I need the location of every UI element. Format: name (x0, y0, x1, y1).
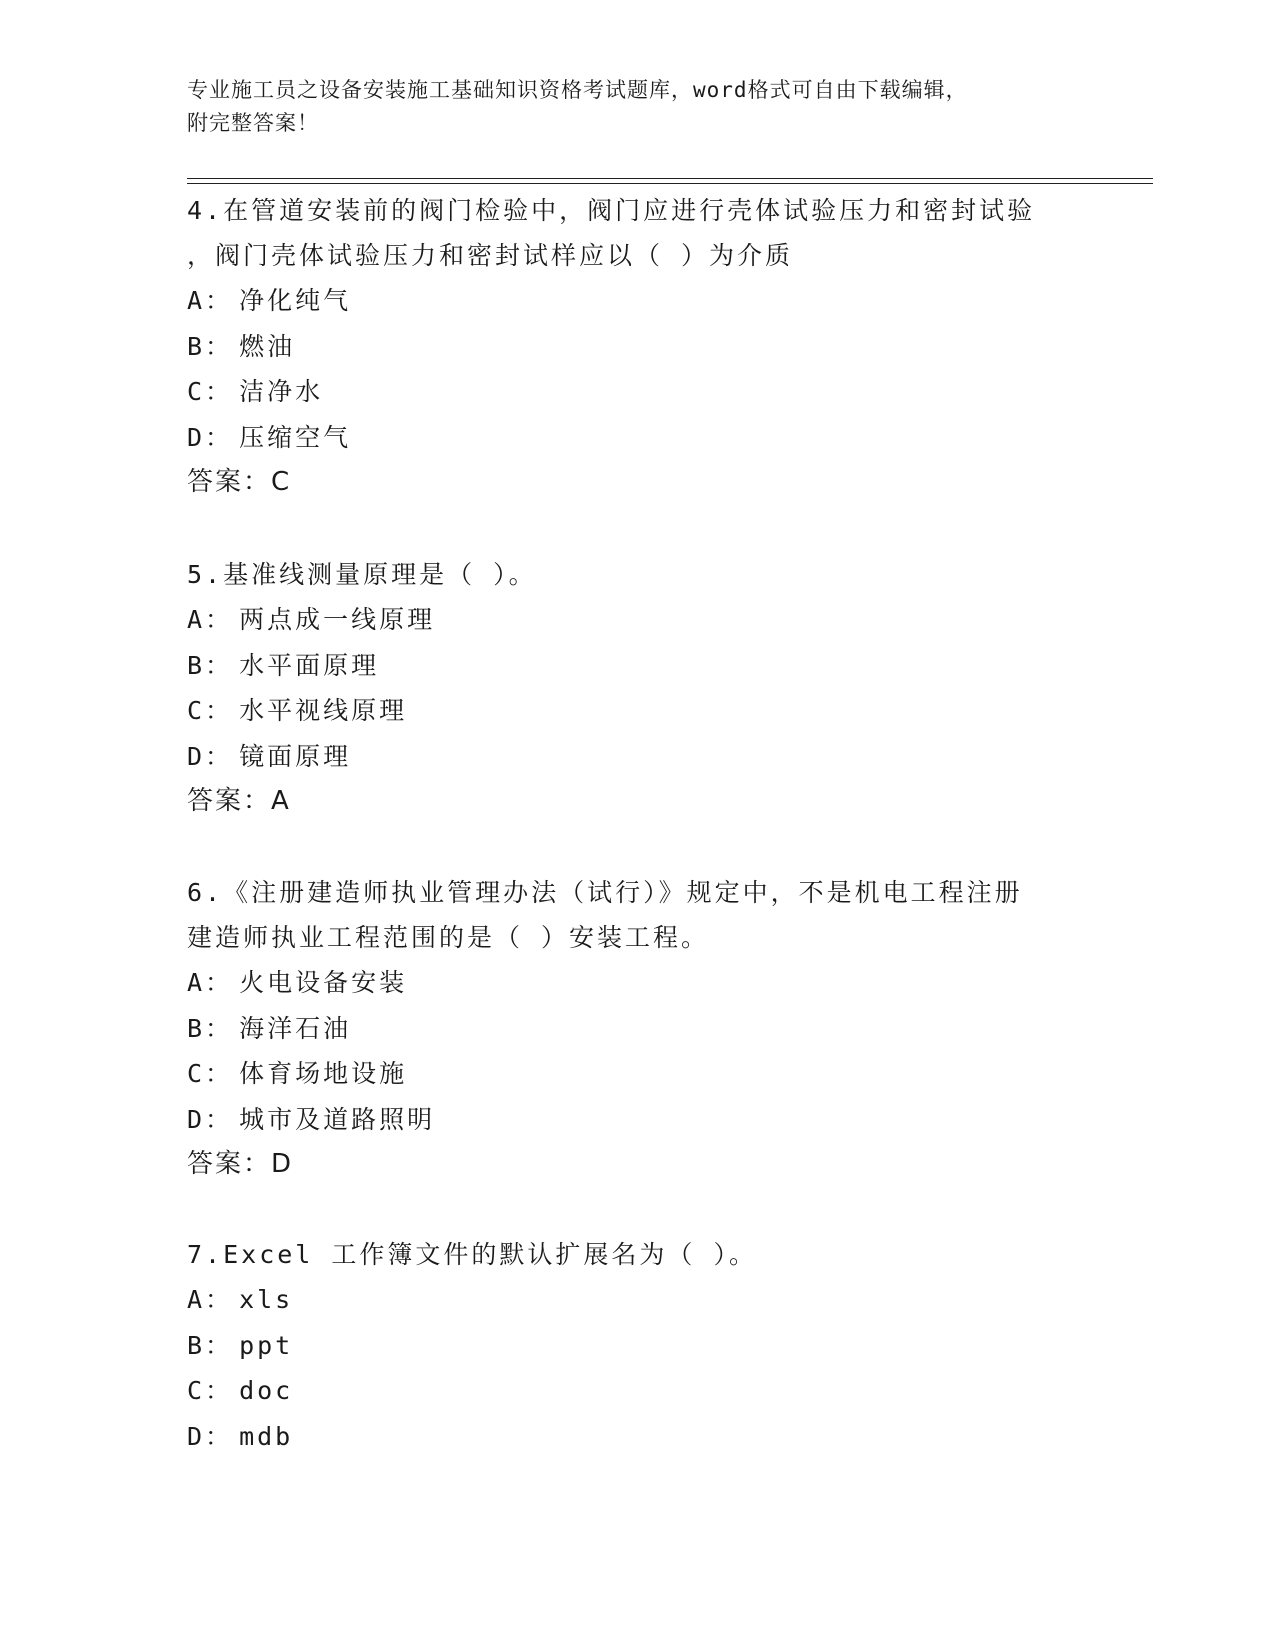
question-5 (187, 552, 1087, 824)
option-letter: D： (187, 1104, 234, 1134)
option-c (187, 1051, 1087, 1097)
option-c (187, 1368, 1087, 1414)
option-text: 体育场地设施 (239, 1059, 408, 1088)
option-list (187, 960, 1087, 1142)
option-b (187, 643, 1087, 689)
option-text: mdb (239, 1421, 294, 1451)
option-d (187, 1097, 1087, 1143)
document-header (187, 74, 1087, 140)
option-letter: B： (187, 1330, 234, 1360)
answer-key: 答案：A (187, 786, 291, 816)
option-c (187, 369, 1087, 415)
header-divider-bottom (187, 183, 1153, 184)
option-c (187, 688, 1087, 734)
question-stem-line-2: ，阀门壳体试验压力和密封试样应以（ ）为介质 (187, 241, 794, 270)
option-letter: A： (187, 968, 234, 997)
option-letter: B： (187, 650, 234, 680)
option-letter: A： (187, 286, 234, 315)
option-text: 镜面原理 (239, 741, 352, 771)
question-4 (187, 188, 1087, 505)
question-stem-line-1: 7.Excel 工作簿文件的默认扩展名为（ ）。 (187, 1240, 757, 1269)
option-a (187, 960, 1087, 1006)
option-letter: A： (187, 605, 234, 634)
option-letter: C： (187, 696, 234, 725)
answer-key: 答案：D (187, 1149, 294, 1179)
question-7 (187, 1232, 1087, 1459)
option-text: 压缩空气 (239, 422, 352, 452)
option-d (187, 415, 1087, 461)
option-list (187, 597, 1087, 779)
question-stem-line-1: 5.基准线测量原理是（ ）。 (187, 560, 537, 589)
header-line-2: 附完整答案！ (187, 111, 319, 135)
option-letter: D： (187, 1421, 234, 1451)
option-a (187, 1277, 1087, 1323)
option-text: doc (239, 1376, 294, 1405)
question-stem-line-1: 6.《注册建造师执业管理办法（试行）》规定中，不是机电工程注册 (187, 878, 1023, 907)
option-text: 燃油 (239, 331, 296, 361)
option-a (187, 278, 1087, 324)
option-text: 城市及道路照明 (239, 1104, 436, 1134)
option-letter: A： (187, 1285, 234, 1314)
question-stem (187, 188, 1087, 278)
header-divider-top (187, 178, 1153, 179)
option-text: ppt (239, 1330, 294, 1360)
option-text: xls (239, 1285, 294, 1314)
question-stem-line-2: 建造师执业工程范围的是（ ）安装工程。 (187, 923, 710, 952)
option-text: 水平视线原理 (239, 696, 408, 725)
option-letter: D： (187, 741, 234, 771)
option-letter: C： (187, 1059, 234, 1088)
option-a (187, 597, 1087, 643)
option-text: 水平面原理 (239, 650, 380, 680)
option-letter: B： (187, 331, 234, 361)
option-letter: B： (187, 1013, 234, 1043)
option-text: 火电设备安装 (239, 968, 408, 997)
option-letter: C： (187, 377, 234, 406)
option-text: 两点成一线原理 (239, 605, 436, 634)
question-stem (187, 870, 1087, 960)
question-6 (187, 870, 1087, 1187)
option-d (187, 734, 1087, 780)
option-b (187, 324, 1087, 370)
option-d (187, 1414, 1087, 1460)
option-list (187, 278, 1087, 460)
option-letter: C： (187, 1376, 234, 1405)
answer-key: 答案：C (187, 467, 292, 497)
option-text: 净化纯气 (239, 286, 352, 315)
option-b (187, 1323, 1087, 1369)
option-text: 洁净水 (239, 377, 324, 406)
question-stem (187, 1232, 1087, 1277)
option-list (187, 1277, 1087, 1459)
question-stem (187, 552, 1087, 597)
question-stem-line-1: 4.在管道安装前的阀门检验中，阀门应进行壳体试验压力和密封试验 (187, 196, 1036, 225)
option-letter: D： (187, 422, 234, 452)
header-line-1: 专业施工员之设备安装施工基础知识资格考试题库，word格式可自由下载编辑， (187, 78, 968, 102)
option-b (187, 1006, 1087, 1052)
option-text: 海洋石油 (239, 1013, 352, 1043)
